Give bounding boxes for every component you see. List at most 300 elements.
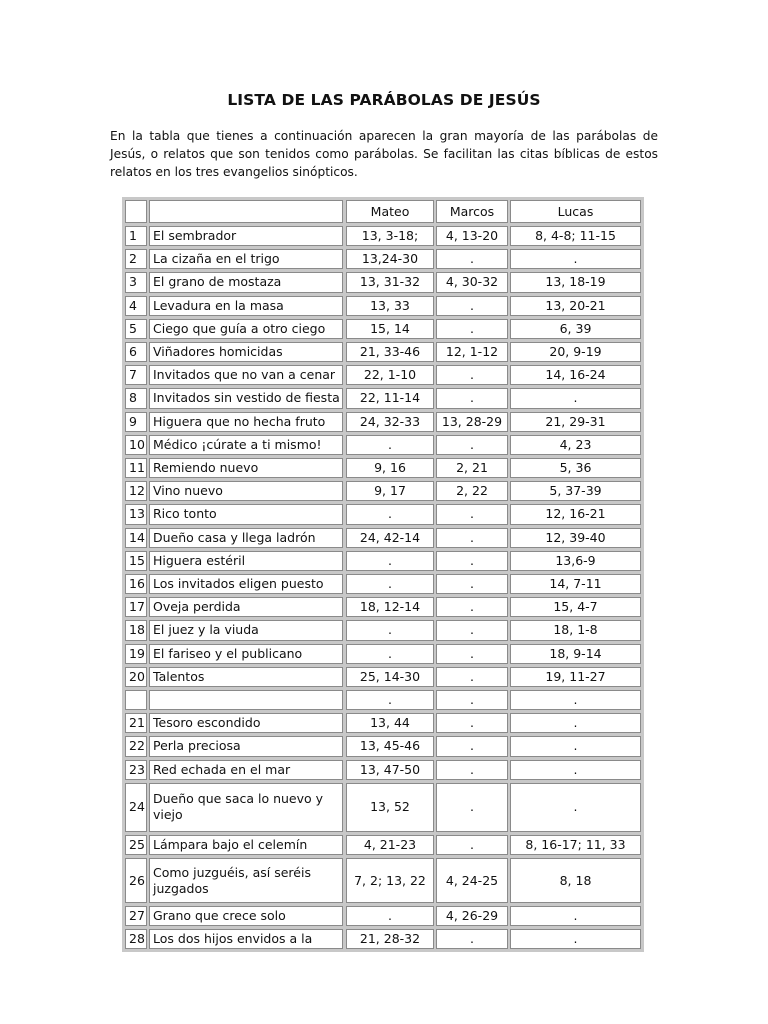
cell-mateo — [346, 226, 434, 246]
cell-lucas — [510, 858, 641, 903]
cell-parable-text: Invitados que no van a cenar — [153, 367, 336, 383]
cell-marcos-text: . — [470, 436, 474, 452]
cell-number-text: 17 — [129, 599, 145, 615]
cell-parable-text: Red echada en el mar — [153, 761, 291, 777]
cell-parable-text: Levadura en la masa — [153, 297, 284, 313]
table-row — [122, 710, 644, 733]
cell-lucas — [510, 690, 641, 710]
cell-marcos-text: Marcos — [449, 203, 495, 219]
cell-parable — [149, 929, 343, 949]
cell-marcos — [436, 713, 508, 733]
table-row — [122, 362, 644, 385]
cell-parable-text: Viñadores homicidas — [153, 344, 283, 360]
cell-number-text: 11 — [129, 460, 145, 476]
cell-number-text: 18 — [129, 622, 145, 638]
cell-marcos — [436, 319, 508, 339]
cell-number — [125, 481, 147, 501]
cell-lucas-text: . — [573, 799, 578, 815]
cell-number — [125, 783, 147, 832]
cell-parable — [149, 528, 343, 548]
cell-number-text: 26 — [129, 872, 145, 888]
cell-lucas-text: 13,6-9 — [555, 552, 596, 568]
cell-mateo — [346, 481, 434, 501]
cell-parable — [149, 296, 343, 316]
parables-table — [122, 197, 644, 952]
cell-lucas-text: 14, 7-11 — [549, 576, 602, 592]
cell-lucas — [510, 435, 641, 455]
cell-marcos — [436, 597, 508, 617]
cell-number — [125, 858, 147, 903]
cell-parable-text: Higuera que no hecha fruto — [153, 413, 326, 429]
cell-lucas — [510, 412, 641, 432]
cell-marcos-text: . — [470, 931, 474, 947]
cell-marcos — [436, 481, 508, 501]
cell-number-text: 4 — [129, 297, 137, 313]
cell-number — [125, 365, 147, 385]
cell-parable-text: Médico ¡cúrate a ti mismo! — [153, 436, 322, 452]
cell-parable-text: El sembrador — [153, 228, 237, 244]
cell-number-text: 16 — [129, 576, 145, 592]
cell-parable — [149, 226, 343, 246]
cell-marcos — [436, 342, 508, 362]
cell-number — [125, 249, 147, 269]
cell-number — [125, 597, 147, 617]
cell-parable-text: Lámpara bajo el celemín — [153, 836, 308, 852]
cell-lucas-text: 13, 20-21 — [545, 297, 606, 313]
cell-number — [125, 504, 147, 524]
cell-lucas-text: 12, 39-40 — [545, 529, 606, 545]
cell-marcos-text: . — [470, 297, 474, 313]
cell-marcos — [436, 644, 508, 664]
table-row — [122, 617, 644, 640]
cell-mateo-text: 24, 32-33 — [359, 413, 421, 429]
cell-number — [125, 551, 147, 571]
cell-number-text: 5 — [129, 320, 137, 336]
cell-parable-text: Remiendo nuevo — [153, 460, 259, 476]
cell-mateo-text: 13, 47-50 — [359, 761, 421, 777]
table-row — [122, 832, 644, 855]
cell-parable — [149, 835, 343, 855]
table-row — [122, 501, 644, 524]
cell-lucas-text: . — [573, 715, 578, 731]
cell-marcos-text: 2, 22 — [456, 483, 488, 499]
table-row — [122, 594, 644, 617]
cell-lucas-text: 13, 18-19 — [545, 274, 606, 290]
cell-parable — [149, 272, 343, 292]
cell-marcos — [436, 835, 508, 855]
cell-lucas-text: 5, 36 — [559, 460, 592, 476]
cell-mateo — [346, 200, 434, 223]
cell-parable — [149, 200, 343, 223]
cell-marcos — [436, 906, 508, 926]
cell-marcos-text: . — [470, 529, 474, 545]
cell-lucas — [510, 906, 641, 926]
cell-marcos-text: . — [470, 390, 474, 406]
cell-marcos — [436, 736, 508, 756]
cell-marcos — [436, 388, 508, 408]
cell-lucas — [510, 667, 641, 687]
cell-lucas — [510, 528, 641, 548]
cell-marcos — [436, 200, 508, 223]
cell-lucas — [510, 200, 641, 223]
cell-parable-text: Grano que crece solo — [153, 908, 286, 924]
cell-marcos-text: . — [470, 668, 474, 684]
table-row — [122, 926, 644, 949]
cell-marcos — [436, 620, 508, 640]
cell-lucas — [510, 504, 641, 524]
cell-lucas — [510, 835, 641, 855]
table-row — [122, 757, 644, 780]
cell-number-text: 20 — [129, 668, 145, 684]
cell-marcos-text: 13, 28-29 — [441, 413, 503, 429]
cell-number-text: 28 — [129, 931, 145, 947]
table-row — [122, 385, 644, 408]
cell-number — [125, 906, 147, 926]
cell-parable-text: El fariseo y el publicano — [153, 645, 303, 661]
table-row — [122, 733, 644, 756]
cell-mateo-text: . — [388, 576, 392, 592]
cell-marcos-text: . — [470, 251, 474, 267]
cell-lucas-text: . — [573, 738, 578, 754]
cell-parable-text: Dueño que saca lo nuevo y viejo — [153, 791, 324, 823]
cell-number — [125, 835, 147, 855]
cell-lucas-text: 5, 37-39 — [549, 483, 602, 499]
page-title: LISTA DE LAS PARÁBOLAS DE JESÚS — [227, 91, 541, 109]
cell-mateo — [346, 783, 434, 832]
cell-marcos — [436, 365, 508, 385]
cell-marcos-text: 4, 26-29 — [445, 908, 499, 924]
cell-number — [125, 644, 147, 664]
cell-mateo-text: Mateo — [370, 203, 410, 219]
cell-parable-text: Invitados sin vestido de fiesta — [153, 390, 340, 406]
cell-parable — [149, 858, 343, 903]
cell-lucas — [510, 929, 641, 949]
intro-paragraph: En la tabla que tienes a continuación aparecen la gran mayoría de las parábolas de Jesús, o relatos que son tenidos como parábolas. Se facilitan las citas bíblicas de estos relatos en los tres evangelios sinópticos. — [110, 129, 658, 179]
cell-lucas-text: 15, 4-7 — [553, 599, 598, 615]
table-row — [122, 223, 644, 246]
cell-marcos-text: . — [470, 715, 474, 731]
cell-marcos-text: . — [470, 599, 474, 615]
cell-lucas-text: 4, 23 — [559, 436, 592, 452]
cell-marcos-text: 2, 21 — [456, 460, 488, 476]
cell-mateo-text: 21, 28-32 — [359, 931, 421, 947]
cell-lucas-text: 18, 9-14 — [549, 645, 602, 661]
cell-mateo — [346, 296, 434, 316]
cell-mateo — [346, 412, 434, 432]
cell-number-text: 25 — [129, 836, 145, 852]
cell-lucas — [510, 342, 641, 362]
table-row — [122, 293, 644, 316]
cell-parable — [149, 435, 343, 455]
cell-mateo-text: 4, 21-23 — [363, 836, 417, 852]
cell-mateo-text: 13, 52 — [370, 799, 410, 815]
cell-mateo-text: 21, 33-46 — [359, 344, 421, 360]
table-row — [122, 687, 644, 710]
cell-number-text: 14 — [129, 529, 145, 545]
cell-mateo — [346, 690, 434, 710]
cell-lucas-text: . — [573, 251, 578, 267]
cell-number-text: 3 — [129, 274, 137, 290]
cell-parable-text: Vino nuevo — [153, 483, 223, 499]
table-row — [122, 525, 644, 548]
cell-mateo-text: 13, 45-46 — [359, 738, 421, 754]
cell-parable-text: Oveja perdida — [153, 599, 241, 615]
cell-number-text: 22 — [129, 738, 145, 754]
cell-lucas-text: 20, 9-19 — [549, 344, 602, 360]
table-header-row — [122, 197, 644, 223]
cell-mateo-text: 13,24-30 — [361, 251, 419, 267]
cell-parable-text: Los dos hijos envidos a la — [153, 931, 313, 947]
cell-lucas — [510, 644, 641, 664]
cell-marcos-text: . — [470, 738, 474, 754]
cell-marcos — [436, 296, 508, 316]
cell-number — [125, 713, 147, 733]
cell-marcos — [436, 667, 508, 687]
cell-lucas — [510, 458, 641, 478]
table-row — [122, 641, 644, 664]
cell-number — [125, 760, 147, 780]
cell-mateo-text: 13, 44 — [370, 715, 410, 731]
table-row — [122, 903, 644, 926]
cell-lucas — [510, 388, 641, 408]
cell-marcos-text: 4, 30-32 — [445, 274, 499, 290]
cell-parable-text: Rico tonto — [153, 506, 217, 522]
table-row — [122, 246, 644, 269]
cell-number — [125, 226, 147, 246]
cell-lucas — [510, 713, 641, 733]
cell-parable — [149, 249, 343, 269]
cell-mateo-text: 13, 3-18; — [361, 228, 419, 244]
cell-number-text: 2 — [129, 251, 137, 267]
cell-lucas-text: 8, 4-8; 11-15 — [535, 228, 616, 244]
cell-mateo — [346, 551, 434, 571]
cell-mateo — [346, 929, 434, 949]
cell-lucas-text: 21, 29-31 — [545, 413, 606, 429]
cell-lucas — [510, 365, 641, 385]
cell-parable — [149, 667, 343, 687]
cell-mateo — [346, 342, 434, 362]
cell-parable-text: Los invitados eligen puesto — [153, 576, 324, 592]
cell-number-text: 19 — [129, 645, 145, 661]
cell-marcos-text: . — [470, 552, 474, 568]
cell-marcos — [436, 929, 508, 949]
cell-lucas — [510, 574, 641, 594]
cell-marcos-text: . — [470, 367, 474, 383]
cell-number — [125, 736, 147, 756]
table-row — [122, 548, 644, 571]
cell-parable — [149, 597, 343, 617]
cell-lucas-text: 12, 16-21 — [545, 506, 606, 522]
cell-parable — [149, 504, 343, 524]
cell-parable-text: La cizaña en el trigo — [153, 251, 280, 267]
cell-number — [125, 574, 147, 594]
cell-number-text: 23 — [129, 761, 145, 777]
cell-parable — [149, 760, 343, 780]
cell-number-text: 9 — [129, 413, 137, 429]
cell-number-text: 6 — [129, 344, 137, 360]
cell-mateo — [346, 736, 434, 756]
cell-lucas-text: 14, 16-24 — [545, 367, 606, 383]
cell-marcos-text: . — [470, 692, 474, 708]
cell-parable — [149, 736, 343, 756]
cell-marcos-text: . — [470, 320, 474, 336]
cell-number — [125, 458, 147, 478]
cell-mateo-text: . — [388, 908, 392, 924]
cell-mateo — [346, 574, 434, 594]
cell-number-text: 21 — [129, 715, 145, 731]
cell-parable-text: Tesoro escondido — [153, 715, 261, 731]
cell-lucas — [510, 760, 641, 780]
cell-mateo-text: 25, 14-30 — [359, 668, 421, 684]
cell-mateo — [346, 365, 434, 385]
cell-lucas-text: Lucas — [557, 203, 594, 219]
cell-lucas — [510, 319, 641, 339]
cell-mateo — [346, 835, 434, 855]
cell-marcos-text: . — [470, 645, 474, 661]
cell-parable — [149, 690, 343, 710]
cell-lucas — [510, 272, 641, 292]
cell-mateo — [346, 620, 434, 640]
cell-number — [125, 667, 147, 687]
cell-marcos-text: . — [470, 576, 474, 592]
table-row — [122, 316, 644, 339]
cell-lucas — [510, 783, 641, 832]
cell-marcos — [436, 858, 508, 903]
cell-number — [125, 388, 147, 408]
cell-number — [125, 272, 147, 292]
cell-marcos — [436, 690, 508, 710]
cell-number — [125, 200, 147, 223]
cell-parable-text: Talentos — [153, 668, 205, 684]
cell-lucas-text: . — [573, 908, 578, 924]
cell-parable — [149, 365, 343, 385]
cell-number — [125, 412, 147, 432]
cell-mateo-text: 18, 12-14 — [359, 599, 421, 615]
cell-mateo — [346, 504, 434, 524]
cell-parable — [149, 644, 343, 664]
cell-mateo — [346, 597, 434, 617]
cell-mateo-text: 13, 31-32 — [359, 274, 421, 290]
cell-mateo-text: . — [388, 645, 392, 661]
cell-lucas-text: . — [573, 931, 578, 947]
cell-lucas — [510, 620, 641, 640]
cell-lucas — [510, 551, 641, 571]
cell-marcos — [436, 551, 508, 571]
cell-lucas-text: 8, 16-17; 11, 33 — [525, 836, 626, 852]
table-row — [122, 432, 644, 455]
cell-parable — [149, 574, 343, 594]
cell-lucas-text: 19, 11-27 — [545, 668, 606, 684]
cell-marcos-text: . — [470, 761, 474, 777]
table-row — [122, 780, 644, 832]
cell-marcos — [436, 226, 508, 246]
cell-mateo — [346, 906, 434, 926]
cell-marcos-text: . — [470, 506, 474, 522]
cell-number-text: 7 — [129, 367, 137, 383]
table-row — [122, 269, 644, 292]
cell-parable — [149, 551, 343, 571]
table-row — [122, 455, 644, 478]
cell-marcos-text: . — [470, 836, 474, 852]
cell-number — [125, 342, 147, 362]
cell-parable — [149, 388, 343, 408]
cell-marcos — [436, 458, 508, 478]
cell-marcos — [436, 272, 508, 292]
cell-marcos-text: . — [470, 799, 474, 815]
table-row — [122, 571, 644, 594]
table-row — [122, 855, 644, 903]
cell-mateo — [346, 644, 434, 664]
cell-mateo-text: 15, 14 — [370, 320, 410, 336]
cell-parable — [149, 458, 343, 478]
cell-lucas-text: . — [573, 761, 578, 777]
cell-mateo — [346, 388, 434, 408]
cell-mateo — [346, 272, 434, 292]
cell-lucas — [510, 481, 641, 501]
cell-mateo-text: . — [388, 622, 392, 638]
table-row — [122, 339, 644, 362]
cell-mateo — [346, 319, 434, 339]
cell-mateo — [346, 667, 434, 687]
cell-lucas — [510, 249, 641, 269]
cell-parable-text: El juez y la viuda — [153, 622, 259, 638]
cell-mateo-text: 7, 2; 13, 22 — [354, 872, 426, 888]
cell-number-text: 24 — [129, 799, 145, 815]
cell-marcos — [436, 504, 508, 524]
cell-marcos-text: . — [470, 622, 474, 638]
cell-lucas-text: . — [573, 692, 578, 708]
cell-number — [125, 690, 147, 710]
cell-mateo-text: . — [388, 692, 392, 708]
cell-number — [125, 296, 147, 316]
cell-mateo — [346, 528, 434, 548]
cell-mateo — [346, 458, 434, 478]
cell-parable-text: Dueño casa y llega ladrón — [153, 529, 316, 545]
cell-parable — [149, 412, 343, 432]
cell-lucas — [510, 736, 641, 756]
cell-mateo-text: 9, 16 — [374, 460, 406, 476]
cell-mateo — [346, 249, 434, 269]
cell-lucas-text: . — [573, 390, 578, 406]
table-row — [122, 409, 644, 432]
cell-mateo-text: 22, 11-14 — [359, 390, 421, 406]
cell-parable-text: El grano de mostaza — [153, 274, 282, 290]
cell-marcos — [436, 435, 508, 455]
cell-parable-text: Como juzguéis, así seréis juzgados — [153, 864, 311, 896]
cell-marcos — [436, 412, 508, 432]
cell-number-text: 8 — [129, 390, 137, 406]
cell-marcos-text: 4, 13-20 — [445, 228, 499, 244]
cell-marcos — [436, 528, 508, 548]
cell-parable — [149, 783, 343, 832]
cell-number-text: 1 — [129, 228, 137, 244]
cell-parable — [149, 713, 343, 733]
cell-parable — [149, 481, 343, 501]
cell-parable — [149, 906, 343, 926]
cell-number-text: 13 — [129, 506, 145, 522]
cell-mateo-text: 13, 33 — [370, 297, 410, 313]
cell-number — [125, 929, 147, 949]
cell-parable — [149, 620, 343, 640]
cell-number — [125, 620, 147, 640]
cell-parable-text: Ciego que guía a otro ciego — [153, 320, 326, 336]
cell-lucas — [510, 597, 641, 617]
cell-number-text: 15 — [129, 552, 145, 568]
cell-parable-text: Perla preciosa — [153, 738, 241, 754]
table-row — [122, 664, 644, 687]
cell-lucas — [510, 296, 641, 316]
cell-mateo-text: 9, 17 — [374, 483, 406, 499]
